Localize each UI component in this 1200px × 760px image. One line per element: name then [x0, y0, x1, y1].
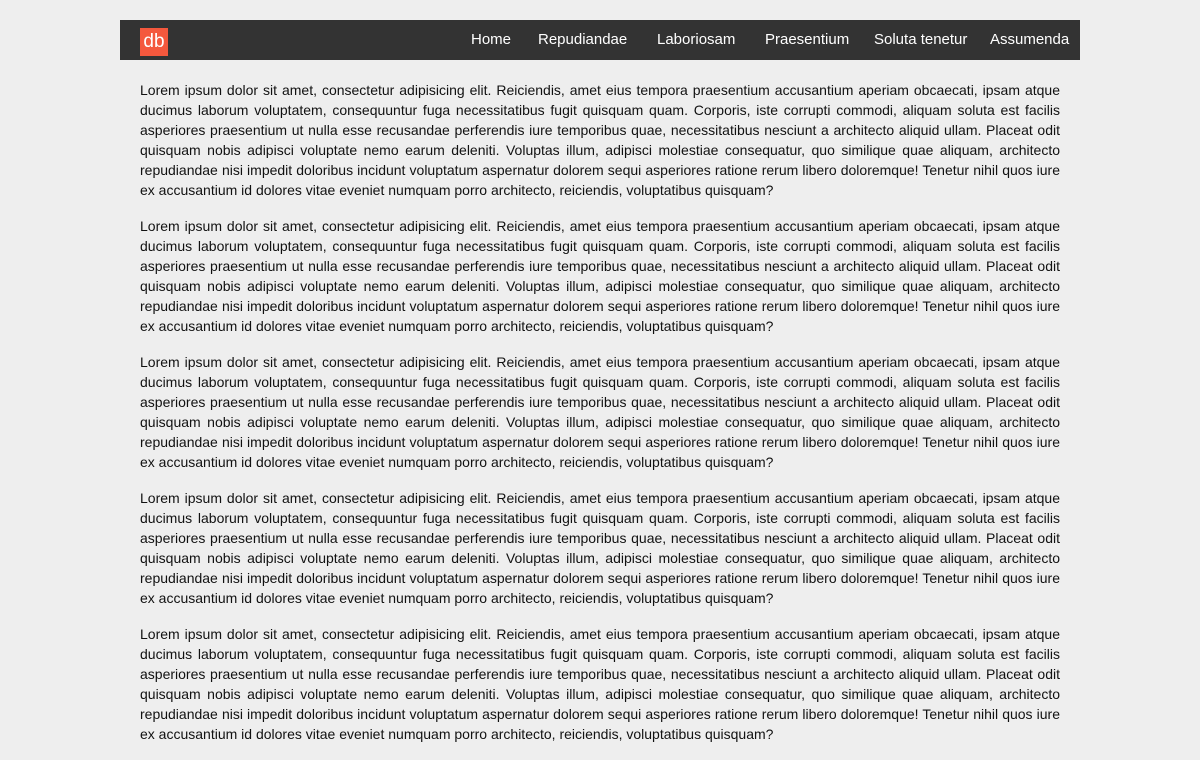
body-paragraph: Lorem ipsum dolor sit amet, consectetur adipisicing elit. Reiciendis, amet eius tempora praesentium accusantium aperiam obcaecati, ipsam atque ducimus laborum voluptatem, consequuntur fuga necessitatibus fugit quisquam quam. Corporis, iste corrupti commodi, aliquam soluta est facilis asperiores praesentium ut nulla esse recusandae perferendis iure temporibus quae, necessitatibus nesciunt a architecto aliquid ullam. Placeat odit quisquam nobis adipisci voluptate nemo earum deleniti. Voluptas illum, adipisci molestiae consequatur, quo similique quae aliquam, architecto repudiandae nisi impedit doloribus incidunt voluptatum aspernatur dolorem sequi asperiores ratione rerum libero doloremque! Tenetur nihil quos iure ex accusantium id dolores vitae eveniet numquam porro architecto, reiciendis, voluptatibus quisquam? — [140, 354, 1060, 470]
body-paragraph: Lorem ipsum dolor sit amet, consectetur adipisicing elit. Reiciendis, amet eius tempora praesentium accusantium aperiam obcaecati, ipsam atque ducimus laborum voluptatem, consequuntur fuga necessitatibus fugit quisquam quam. Corporis, iste corrupti commodi, aliquam soluta est facilis asperiores praesentium ut nulla esse recusandae perferendis iure temporibus quae, necessitatibus nesciunt a architecto aliquid ullam. Placeat odit quisquam nobis adipisci voluptate nemo earum deleniti. Voluptas illum, adipisci molestiae consequatur, quo similique quae aliquam, architecto repudiandae nisi impedit doloribus incidunt voluptatum aspernatur dolorem sequi asperiores ratione rerum libero doloremque! Tenetur nihil quos iure ex accusantium id dolores vitae eveniet numquam porro architecto, reiciendis, voluptatibus quisquam? — [140, 626, 1060, 742]
nav-item-repudiandae[interactable]: Repudiandae — [538, 31, 628, 48]
top-navbar — [120, 20, 1080, 60]
nav-item-laboriosam[interactable]: Laboriosam — [657, 31, 736, 48]
body-paragraph: Lorem ipsum dolor sit amet, consectetur adipisicing elit. Reiciendis, amet eius tempora praesentium accusantium aperiam obcaecati, ipsam atque ducimus laborum voluptatem, consequuntur fuga necessitatibus fugit quisquam quam. Corporis, iste corrupti commodi, aliquam soluta est facilis asperiores praesentium ut nulla esse recusandae perferendis iure temporibus quae, necessitatibus nesciunt a architecto aliquid ullam. Placeat odit quisquam nobis adipisci voluptate nemo earum deleniti. Voluptas illum, adipisci molestiae consequatur, quo similique quae aliquam, architecto repudiandae nisi impedit doloribus incidunt voluptatum aspernatur dolorem sequi asperiores ratione rerum libero doloremque! Tenetur nihil quos iure ex accusantium id dolores vitae eveniet numquam porro architecto, reiciendis, voluptatibus quisquam? — [140, 82, 1060, 198]
page-wrapper — [120, 20, 1080, 760]
nav-item-assumenda[interactable]: Assumenda — [990, 31, 1070, 48]
nav-item-home[interactable]: Home — [471, 31, 512, 48]
nav-item-soluta-tenetur[interactable]: Soluta tenetur — [874, 31, 968, 48]
site-logo[interactable]: db — [140, 28, 168, 56]
nav-item-praesentium[interactable]: Praesentium — [765, 31, 850, 48]
main-nav — [120, 20, 1080, 60]
main-content — [120, 60, 1080, 744]
body-paragraph: Lorem ipsum dolor sit amet, consectetur adipisicing elit. Reiciendis, amet eius tempora praesentium accusantium aperiam obcaecati, ipsam atque ducimus laborum voluptatem, consequuntur fuga necessitatibus fugit quisquam quam. Corporis, iste corrupti commodi, aliquam soluta est facilis asperiores praesentium ut nulla esse recusandae perferendis iure temporibus quae, necessitatibus nesciunt a architecto aliquid ullam. Placeat odit quisquam nobis adipisci voluptate nemo earum deleniti. Voluptas illum, adipisci molestiae consequatur, quo similique quae aliquam, architecto repudiandae nisi impedit doloribus incidunt voluptatum aspernatur dolorem sequi asperiores ratione rerum libero doloremque! Tenetur nihil quos iure ex accusantium id dolores vitae eveniet numquam porro architecto, reiciendis, voluptatibus quisquam? — [140, 490, 1060, 606]
body-paragraph: Lorem ipsum dolor sit amet, consectetur adipisicing elit. Reiciendis, amet eius tempora praesentium accusantium aperiam obcaecati, ipsam atque ducimus laborum voluptatem, consequuntur fuga necessitatibus fugit quisquam quam. Corporis, iste corrupti commodi, aliquam soluta est facilis asperiores praesentium ut nulla esse recusandae perferendis iure temporibus quae, necessitatibus nesciunt a architecto aliquid ullam. Placeat odit quisquam nobis adipisci voluptate nemo earum deleniti. Voluptas illum, adipisci molestiae consequatur, quo similique quae aliquam, architecto repudiandae nisi impedit doloribus incidunt voluptatum aspernatur dolorem sequi asperiores ratione rerum libero doloremque! Tenetur nihil quos iure ex accusantium id dolores vitae eveniet numquam porro architecto, reiciendis, voluptatibus quisquam? — [140, 218, 1060, 334]
